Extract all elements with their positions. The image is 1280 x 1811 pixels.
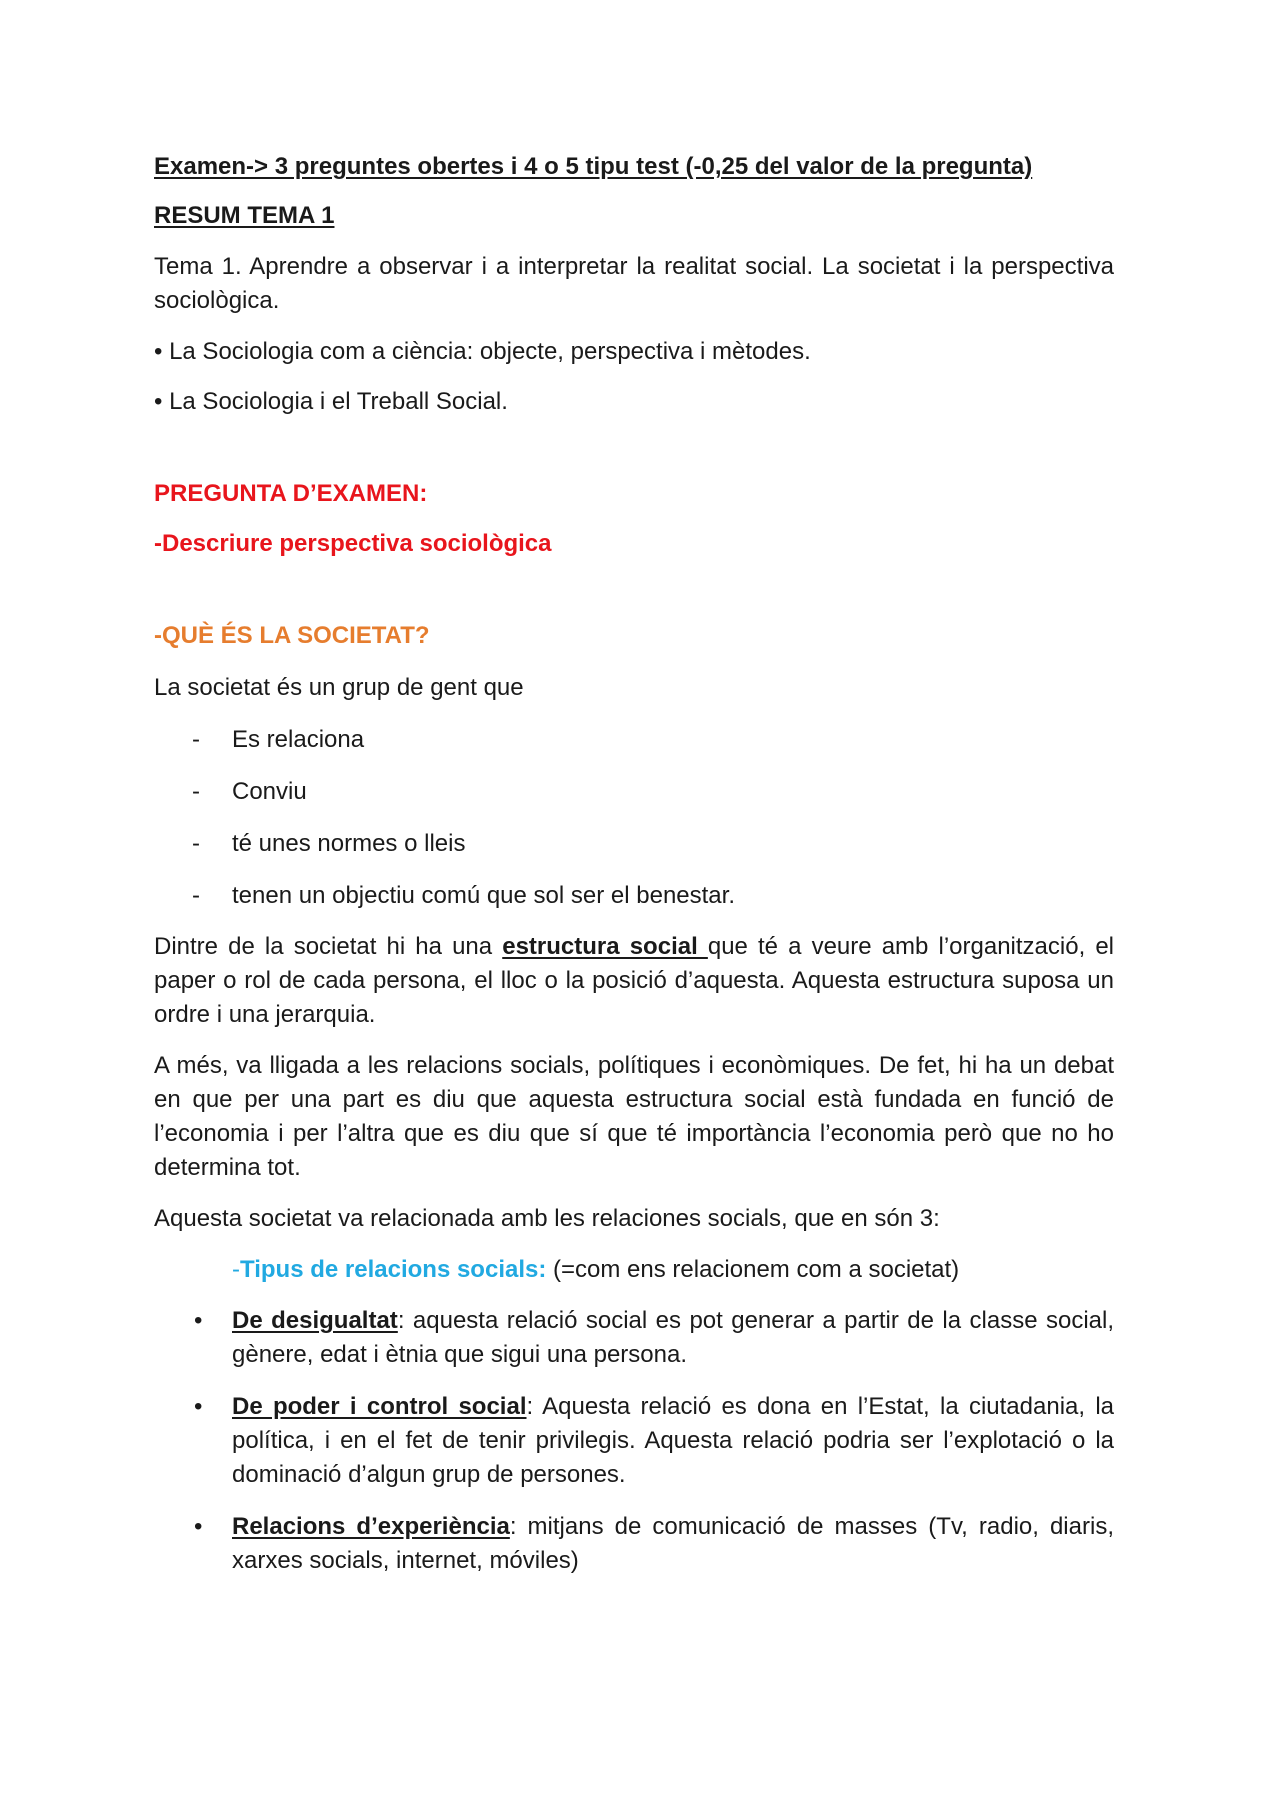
relations-debate-paragraph: A més, va lligada a les relacions socials, polítiques i econòmiques. De fet, hi ha un debat en que per una part es diu que aquesta estructura social està fundada en funció de l’economia i per l’altra que es diu que sí que té importància l’economia però que no ho determina tot.: [154, 1052, 1114, 1181]
relation-types-label: Tipus de relacions socials:: [240, 1256, 547, 1283]
relation-types-list: [154, 1304, 1114, 1578]
paragraph-text: que té a veure amb l’organització, el paper o rol de cada persona, el lloc o la posició d’aquesta. Aquesta estructura suposa un ordre i una jerarquia.: [154, 933, 1115, 1028]
list-item: [154, 1510, 1114, 1578]
list-item: [154, 723, 1114, 757]
society-intro: La societat és un grup de gent que: [154, 674, 524, 701]
bullet-marker: •: [194, 1513, 203, 1540]
list-item-text: Es relaciona: [232, 726, 365, 753]
social-structure-term: estructura social: [502, 933, 708, 960]
relation-types-note: (=com ens relacionem com a societat): [546, 1256, 960, 1283]
topic-bullet-1: • La Sociologia com a ciència: objecte, perspectiva i mètodes.: [154, 338, 811, 365]
bullet-marker: •: [194, 1307, 203, 1334]
relation-type-text: : aquesta relació social es pot generar a partir de la classe social, gènere, edat i ètnia que sigui una persona.: [232, 1307, 1114, 1368]
dash-marker: -: [192, 830, 200, 857]
list-item: [154, 1304, 1114, 1372]
relations-intro: Aquesta societat va relacionada amb les relaciones socials, que en són 3:: [154, 1205, 940, 1232]
list-item: [154, 1390, 1114, 1492]
list-item: [154, 827, 1114, 861]
exam-question-label: PREGUNTA D’EXAMEN:: [154, 480, 428, 507]
paragraph-text: Dintre de la societat hi ha una: [154, 933, 503, 960]
relation-type-text: : Aquesta relació es dona en l’Estat, la ciutadania, la política, i en el fet de tenir privilegis. Aquesta relació podria ser l’explotació o la dominació d’algun grup de persones.: [232, 1393, 1114, 1488]
document-page: [154, 150, 1114, 1578]
list-item: [154, 879, 1114, 913]
list-item-text: Conviu: [232, 778, 307, 805]
list-item-text: té unes normes o lleis: [232, 830, 466, 857]
society-traits-list: [154, 723, 1114, 913]
relation-type-term: Relacions d’experiència: [232, 1513, 510, 1540]
society-heading: -QUÈ ÉS LA SOCIETAT?: [154, 622, 430, 649]
topic-title: Tema 1. Aprendre a observar i a interpretar la realitat social. La societat i la perspectiva sociològica.: [154, 253, 1114, 314]
relation-type-text: : mitjans de comunicació de masses (Tv, radio, diaris, xarxes socials, internet, móviles): [232, 1513, 1114, 1574]
dash-marker: -: [192, 726, 200, 753]
topic-bullet-2: • La Sociologia i el Treball Social.: [154, 388, 508, 415]
relation-types-heading: [232, 1253, 1114, 1287]
dash-marker: -: [192, 882, 200, 909]
dash-marker: -: [192, 778, 200, 805]
relation-type-term: De desigualtat: [232, 1307, 398, 1334]
exam-question-text: -Descriure perspectiva sociològica: [154, 530, 552, 557]
list-item: [154, 775, 1114, 809]
dash-marker: -: [232, 1256, 240, 1283]
list-item-text: tenen un objectiu comú que sol ser el benestar.: [232, 882, 735, 909]
summary-title: RESUM TEMA 1: [154, 202, 335, 229]
exam-format-header: Examen-> 3 preguntes obertes i 4 o 5 tipu test (-0,25 del valor de la pregunta): [154, 153, 1033, 180]
social-structure-paragraph: [154, 930, 1114, 1032]
bullet-marker: •: [194, 1393, 203, 1420]
relation-type-term: De poder i control social: [232, 1393, 527, 1420]
